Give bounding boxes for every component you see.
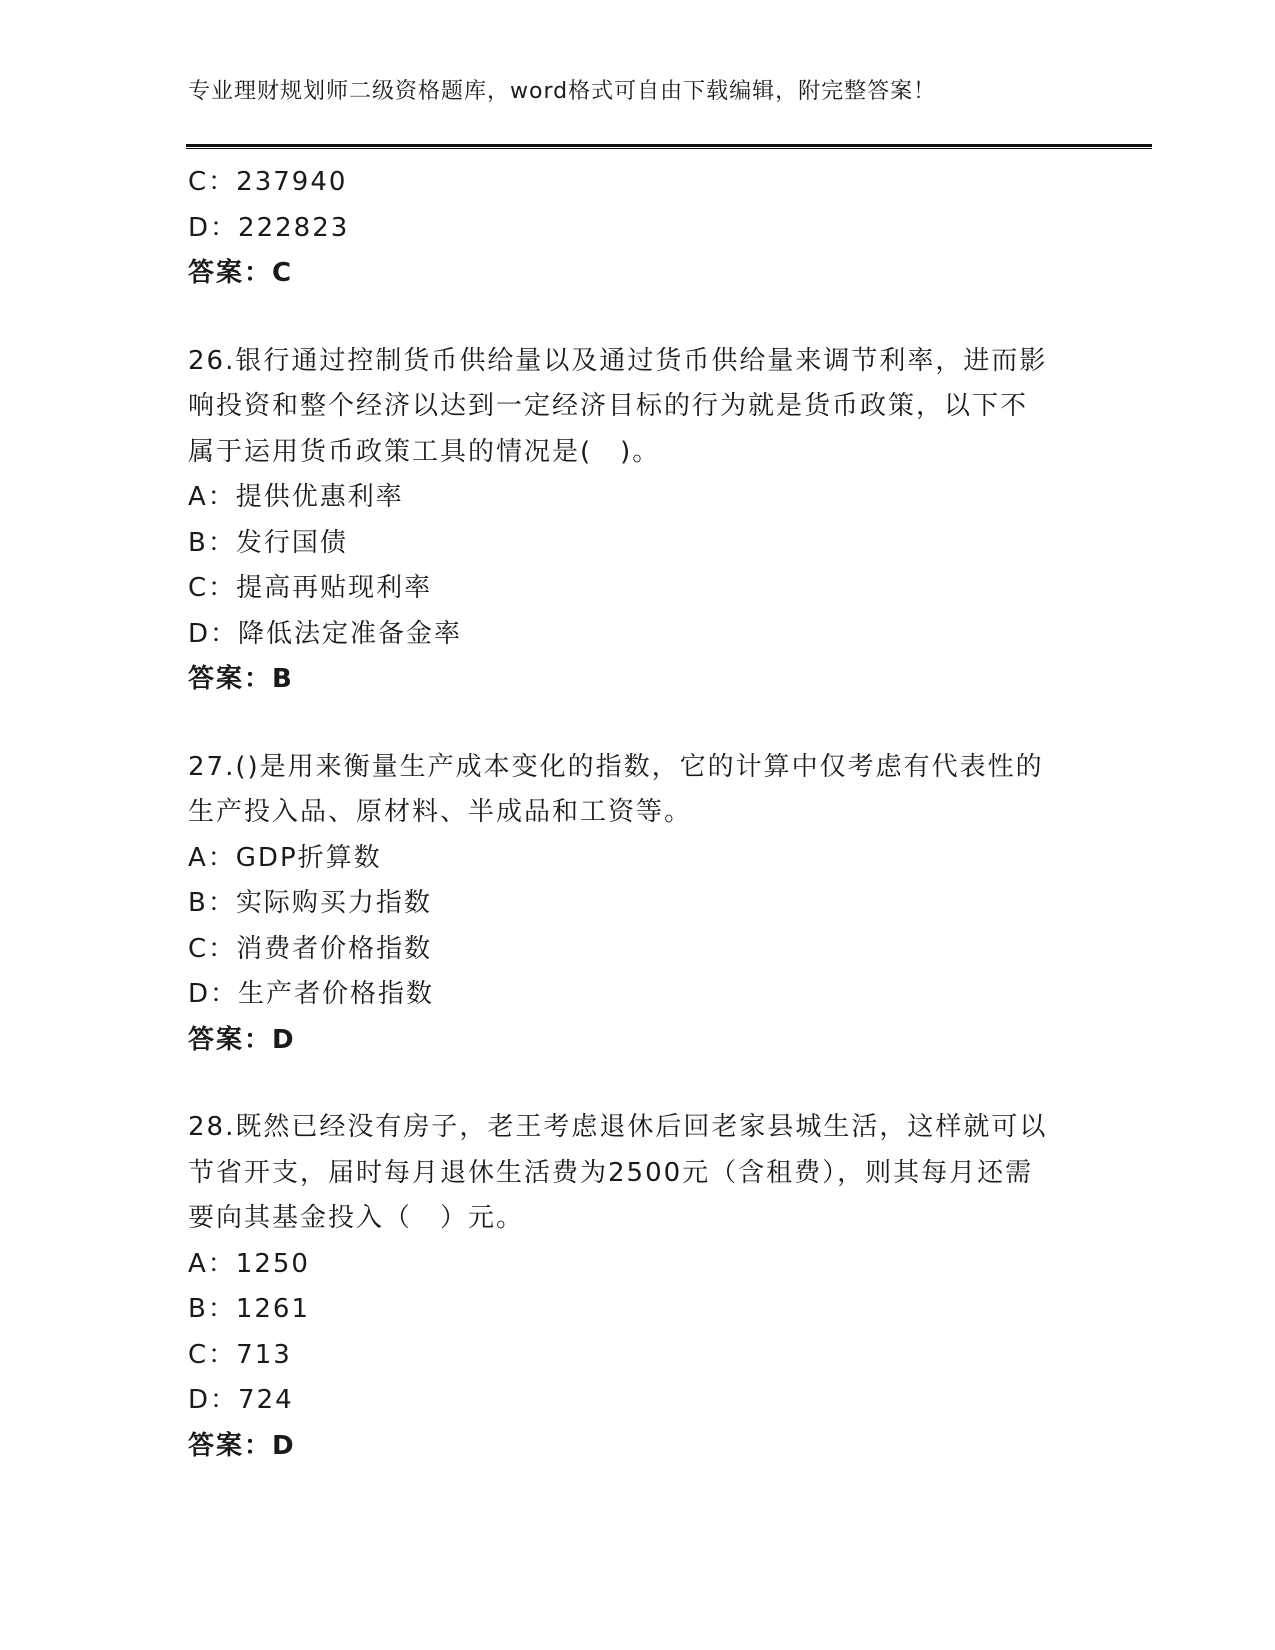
header-divider bbox=[186, 144, 1152, 149]
question-text-line: 要向其基金投入（ ）元。 bbox=[188, 1203, 525, 1233]
option-a: A：提供优惠利率 bbox=[188, 482, 404, 512]
question-text-line: 属于运用货币政策工具的情况是( )。 bbox=[188, 436, 661, 467]
option-b: B：实际购买力指数 bbox=[188, 888, 432, 918]
option-c: C：提高再贴现利率 bbox=[188, 573, 433, 603]
answer-line: 答案：D bbox=[188, 1430, 296, 1461]
question-text-line: 生产投入品、原材料、半成品和工资等。 bbox=[188, 797, 693, 827]
option-b: B：1261 bbox=[188, 1294, 311, 1324]
question-27 bbox=[188, 745, 1088, 1064]
question-text-line: 27.()是用来衡量生产成本变化的指数，它的计算中仅考虑有代表性的 bbox=[188, 751, 1044, 782]
question-28 bbox=[188, 1105, 1088, 1469]
option-b: B：发行国债 bbox=[188, 527, 348, 558]
answer-line: 答案：B bbox=[188, 664, 294, 694]
option-c: C：713 bbox=[188, 1339, 292, 1370]
answer-line: 答案：D bbox=[188, 1024, 296, 1055]
document-body bbox=[188, 160, 1088, 1469]
option-d: D：生产者价格指数 bbox=[188, 979, 435, 1009]
option-d: D：222823 bbox=[188, 212, 350, 243]
option-d: D：降低法定准备金率 bbox=[188, 618, 463, 649]
option-a: A：1250 bbox=[188, 1248, 310, 1279]
option-d: D：724 bbox=[188, 1385, 294, 1415]
question-text-line: 响投资和整个经济以达到一定经济目标的行为就是货币政策，以下不 bbox=[188, 391, 1029, 421]
spacer bbox=[188, 297, 1088, 339]
question-text-line: 26.银行通过控制货币供给量以及通过货币供给量来调节利率，进而影 bbox=[188, 345, 1048, 376]
question-text-line: 28.既然已经没有房子，老王考虑退休后回老家县城生活，这样就可以 bbox=[188, 1112, 1048, 1142]
prev-question-tail bbox=[188, 160, 1088, 297]
spacer bbox=[188, 1063, 1088, 1105]
question-26 bbox=[188, 339, 1088, 703]
option-c: C：消费者价格指数 bbox=[188, 933, 433, 964]
option-c: C：237940 bbox=[188, 167, 348, 197]
page-header: 专业理财规划师二级资格题库，word格式可自由下载编辑，附完整答案！ bbox=[188, 79, 937, 104]
question-text-line: 节省开支，届时每月退休生活费为2500元（含租费），则其每月还需 bbox=[188, 1157, 1034, 1188]
answer-line: 答案：C bbox=[188, 258, 294, 288]
option-a: A：GDP折算数 bbox=[188, 842, 382, 873]
spacer bbox=[188, 703, 1088, 745]
